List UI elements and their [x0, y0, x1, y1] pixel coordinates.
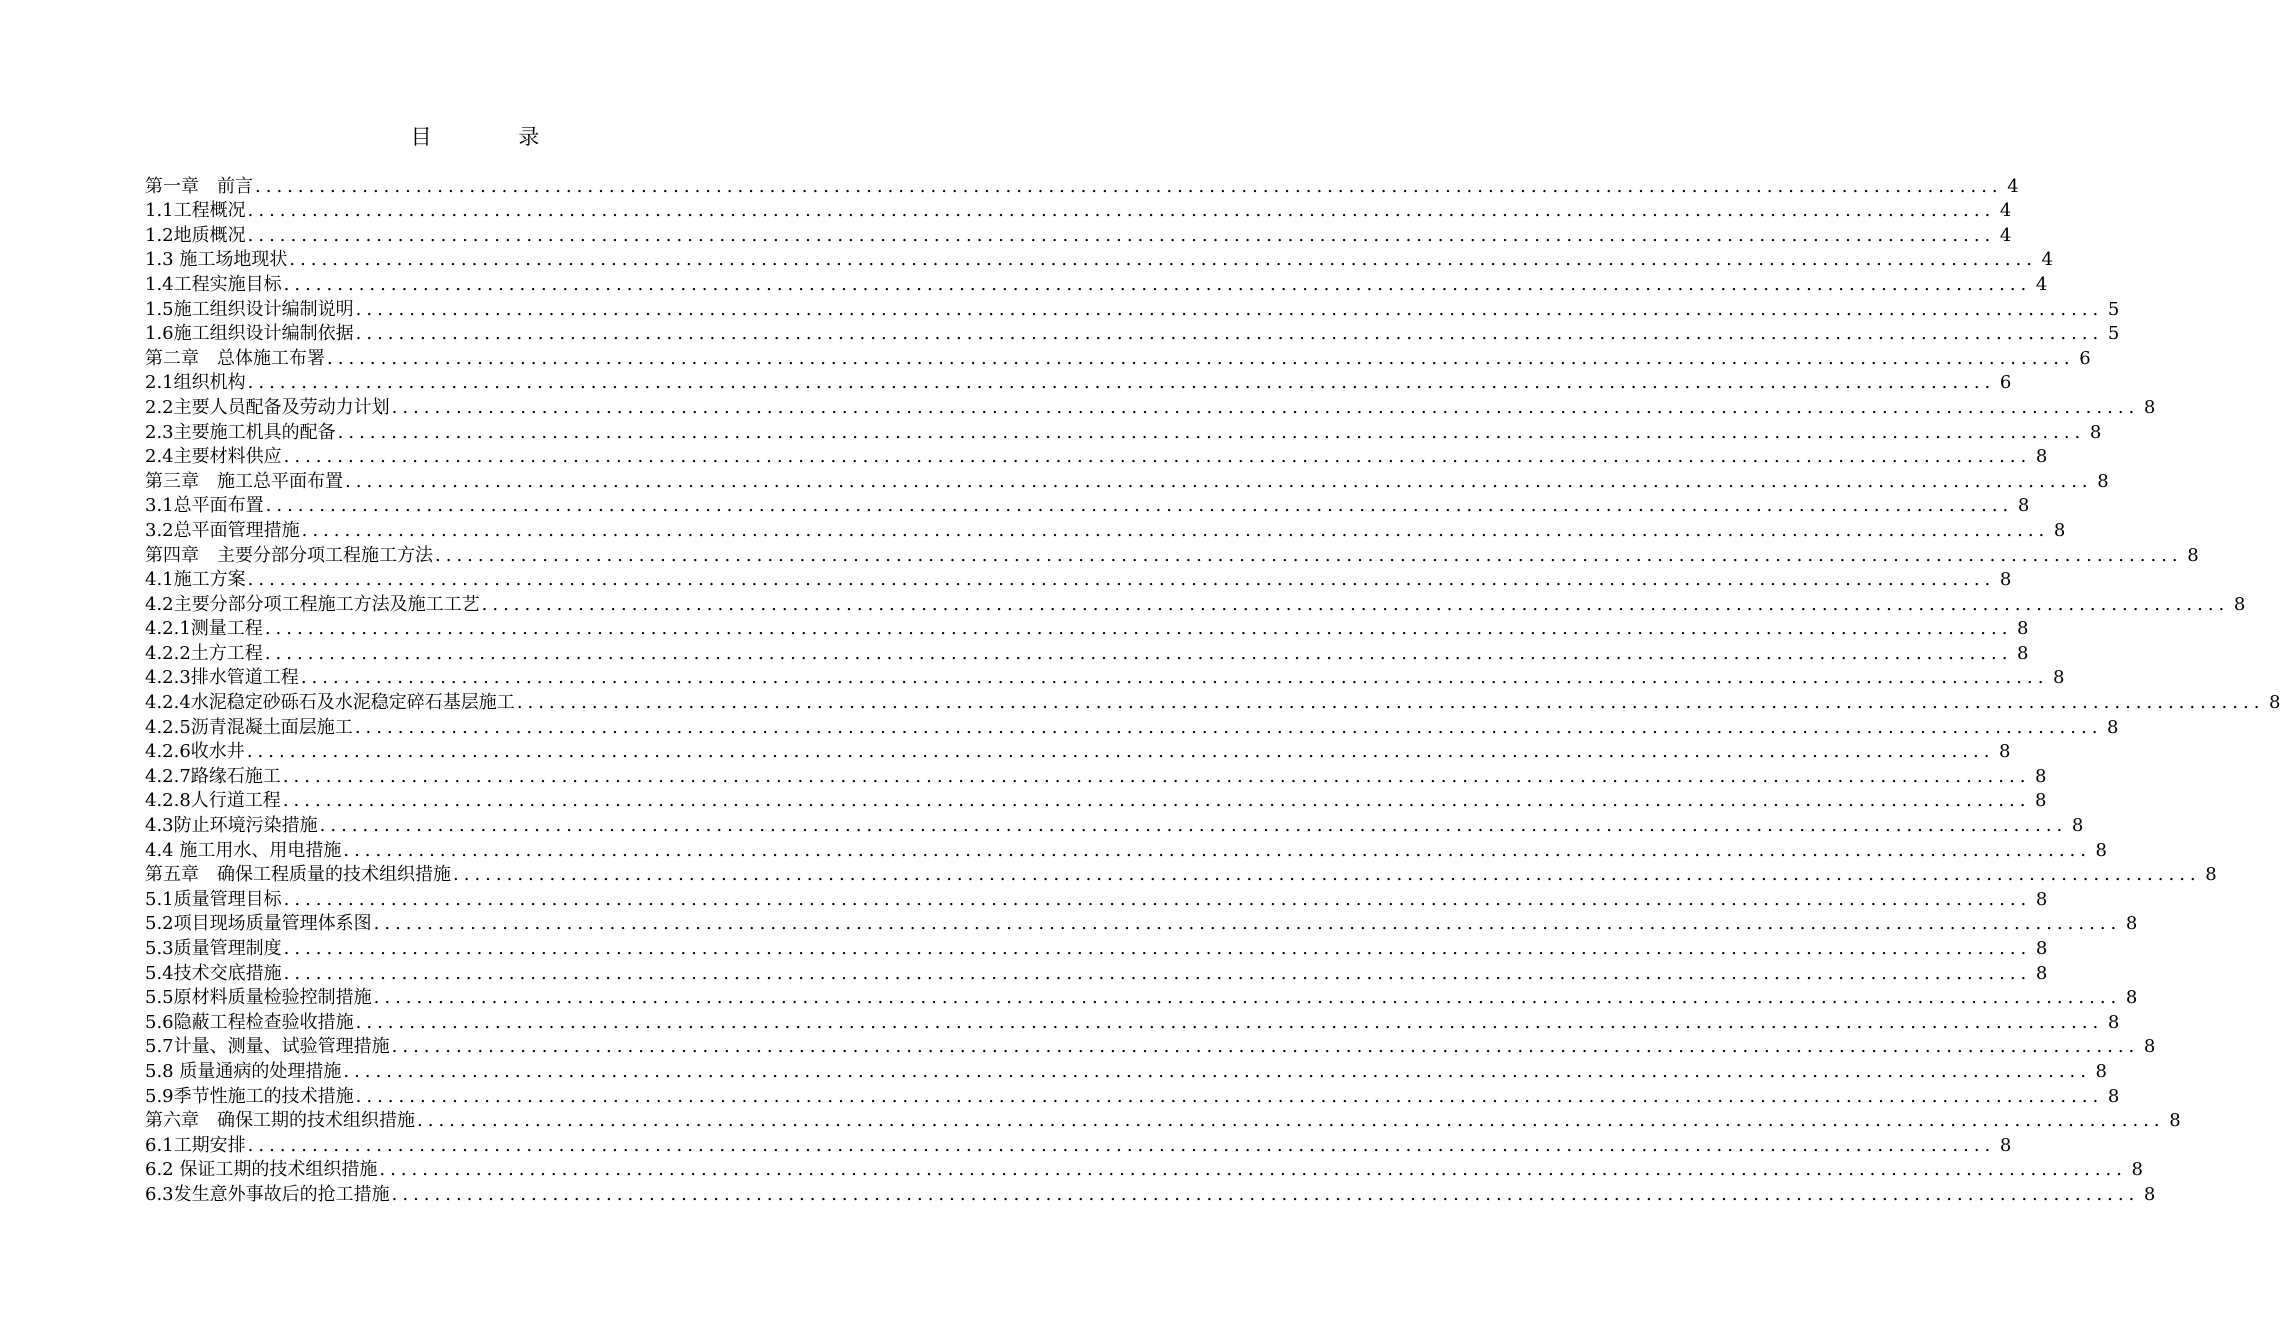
toc-entry-page-number: 8: [2233, 593, 2246, 615]
toc-leader-dots: ...................................................................................................................................................................: [282, 790, 2031, 812]
toc-entry-page-number: 8: [2035, 888, 2048, 910]
toc-entry-label: 4.2.8人行道工程: [145, 790, 281, 812]
toc-entry-label: 1.3 施工场地现状: [145, 249, 288, 271]
toc-entry-page-number: 8: [2097, 470, 2109, 492]
toc-leader-dots: ...................................................................................................................................................................: [417, 1110, 2165, 1132]
toc-entry[interactable]: [145, 248, 2053, 273]
toc-entry[interactable]: [145, 617, 2029, 642]
toc-leader-dots: ...................................................................................................................................................................: [283, 888, 2032, 910]
toc-entry[interactable]: [145, 1109, 2181, 1134]
toc-entry-page-number: 8: [1999, 569, 2012, 591]
toc-leader-dots: ...................................................................................................................................................................: [282, 765, 2031, 787]
toc-leader-dots: ...................................................................................................................................................................: [283, 446, 2032, 468]
toc-entry[interactable]: [145, 912, 2138, 937]
toc-leader-dots: ...................................................................................................................................................................: [391, 396, 2140, 418]
toc-entry-page-number: 8: [2143, 396, 2156, 418]
toc-entry-page-number: 8: [2143, 1183, 2156, 1205]
toc-entry[interactable]: [145, 469, 2109, 494]
toc-entry-page-number: 8: [2187, 544, 2199, 566]
toc-entry[interactable]: [145, 272, 2048, 297]
toc-entry-page-number: 8: [2053, 667, 2065, 689]
toc-entry[interactable]: [145, 1035, 2156, 1060]
toc-entry-label: 第五章 确保工程质量的技术组织措施: [145, 864, 451, 886]
toc-entry[interactable]: [145, 445, 2048, 470]
toc-entry-page-number: 8: [1999, 1134, 2012, 1156]
toc-entry-page-number: 6: [1999, 372, 2012, 394]
toc-leader-dots: ...................................................................................................................................................................: [283, 938, 2032, 959]
toc-entry-label: 2.2主要人员配备及劳动力计划: [145, 396, 390, 418]
toc-entry-label: 6.2 保证工期的技术组织措施: [145, 1159, 378, 1181]
toc-entry-page-number: 8: [2017, 642, 2029, 664]
toc-entry-label: 4.2.5沥青混凝土面层施工: [145, 716, 353, 738]
toc-entry[interactable]: [145, 297, 2120, 322]
toc-entry-page-number: 8: [2143, 1036, 2156, 1058]
toc-leader-dots: ...................................................................................................................................................................: [391, 1183, 2140, 1205]
toc-leader-dots: ...................................................................................................................................................................: [379, 1159, 2127, 1181]
toc-leader-dots: ...................................................................................................................................................................: [283, 273, 2032, 295]
toc-entry-page-number: 8: [2107, 716, 2119, 738]
toc-entry-label: 5.1质量管理目标: [145, 888, 282, 910]
toc-entry-page-number: 8: [2017, 495, 2030, 517]
toc-leader-dots: ...................................................................................................................................................................: [391, 1036, 2140, 1058]
toc-leader-dots: ...................................................................................................................................................................: [300, 667, 2049, 689]
toc-entry-label: 5.4技术交底措施: [145, 962, 282, 984]
toc-entry-label: 4.2.4水泥稳定砂砾石及水泥稳定碎石基层施工: [145, 692, 515, 714]
toc-entry-page-number: 8: [2089, 421, 2102, 443]
toc-leader-dots: ...................................................................................................................................................................: [343, 839, 2091, 861]
toc-entry[interactable]: [145, 1084, 2120, 1109]
toc-entry-page-number: 8: [2107, 1085, 2120, 1107]
toc-entry[interactable]: [145, 1158, 2143, 1183]
toc-entry-label: 1.6施工组织设计编制依据: [145, 323, 354, 345]
toc-leader-dots: ...................................................................................................................................................................: [373, 913, 2122, 935]
toc-leader-dots: ...................................................................................................................................................................: [289, 249, 2037, 271]
page-title: 目 录: [410, 125, 580, 149]
toc-entry-label: 第三章 施工总平面布置: [145, 470, 343, 492]
toc-entry-page-number: 8: [2269, 692, 2280, 714]
toc-entry[interactable]: [145, 543, 2199, 568]
toc-leader-dots: ...................................................................................................................................................................: [301, 519, 2050, 541]
toc-entry-page-number: 8: [2095, 1060, 2107, 1082]
toc-entry-label: 4.2.3排水管道工程: [145, 667, 299, 689]
toc-entry-label: 5.6隐蔽工程检查验收措施: [145, 1011, 354, 1033]
toc-leader-dots: ...................................................................................................................................................................: [453, 864, 2201, 886]
toc-entry[interactable]: [145, 936, 2048, 961]
toc-entry[interactable]: [145, 568, 2012, 593]
toc-leader-dots: ...................................................................................................................................................................: [354, 716, 2103, 738]
toc-entry-label: 4.2.1测量工程: [145, 618, 263, 640]
toc-entry[interactable]: [145, 420, 2102, 445]
toc-entry-page-number: 8: [2035, 790, 2047, 812]
toc-entry-label: 2.3主要施工机具的配备: [145, 421, 336, 443]
toc-leader-dots: ...................................................................................................................................................................: [247, 372, 1996, 394]
toc-entry[interactable]: [145, 494, 2030, 519]
toc-entry[interactable]: [145, 986, 2138, 1011]
toc-entry-page-number: 8: [2107, 1011, 2120, 1033]
toc-entry-page-number: 8: [2035, 962, 2048, 984]
toc-entry-page-number: 5: [2107, 298, 2120, 320]
toc-entry[interactable]: [145, 395, 2156, 420]
toc-entry[interactable]: [145, 174, 2019, 199]
toc-entry-label: 5.8 质量通病的处理措施: [145, 1060, 342, 1082]
toc-entry-page-number: 8: [2131, 1159, 2143, 1181]
toc-entry-label: 第二章 总体施工布署: [145, 347, 325, 369]
toc-leader-dots: ...................................................................................................................................................................: [247, 200, 1996, 222]
toc-entry-label: 5.2项目现场质量管理体系图: [145, 913, 372, 935]
toc-entry[interactable]: [145, 1182, 2156, 1207]
toc-leader-dots: ...................................................................................................................................................................: [355, 1085, 2104, 1107]
toc-leader-dots: ...................................................................................................................................................................: [337, 421, 2086, 443]
toc-leader-dots: ...................................................................................................................................................................: [264, 618, 2013, 640]
toc-leader-dots: ...................................................................................................................................................................: [319, 815, 2068, 837]
toc-entry-label: 5.3质量管理制度: [145, 938, 282, 959]
toc-entry-label: 5.5原材料质量检验控制措施: [145, 987, 372, 1009]
toc-entry-label: 1.1工程概况: [145, 200, 246, 222]
toc-entry-label: 第一章 前言: [145, 175, 253, 197]
toc-entry-label: 4.3防止环境污染措施: [145, 815, 318, 837]
toc-entry-page-number: 8: [2035, 765, 2047, 787]
toc-entry-label: 3.2总平面管理措施: [145, 519, 300, 541]
toc-entry[interactable]: [145, 1010, 2120, 1035]
toc-entry-page-number: 4: [1999, 224, 2012, 246]
toc-entry-label: 6.1工期安排: [145, 1134, 246, 1156]
toc-entry-label: 4.1施工方案: [145, 569, 246, 591]
toc-entry-page-number: 8: [2017, 618, 2029, 640]
toc-entry[interactable]: [145, 199, 2012, 224]
toc-leader-dots: ...................................................................................................................................................................: [246, 741, 1995, 763]
toc-entry-label: 第四章 主要分部分项工程施工方法: [145, 544, 433, 566]
toc-entry-label: 4.2主要分部分项工程施工方法及施工工艺: [145, 593, 480, 615]
toc-entry[interactable]: [145, 740, 2011, 765]
toc-entry[interactable]: [145, 690, 2280, 715]
toc-entry-label: 1.5施工组织设计编制说明: [145, 298, 354, 320]
toc-entry-page-number: 8: [2095, 839, 2107, 861]
toc-entry-page-number: 8: [2169, 1110, 2181, 1132]
toc-entry-label: 3.1总平面布置: [145, 495, 264, 517]
toc-entry[interactable]: [145, 715, 2119, 740]
toc-entry-page-number: 8: [2125, 987, 2138, 1009]
toc-leader-dots: ...................................................................................................................................................................: [264, 642, 2013, 664]
toc-leader-dots: ...................................................................................................................................................................: [327, 347, 2075, 369]
toc-entry-page-number: 8: [1999, 741, 2011, 763]
toc-leader-dots: ...................................................................................................................................................................: [265, 495, 2014, 517]
toc-entry-page-number: 8: [2053, 519, 2066, 541]
toc-entry-page-number: 5: [2107, 323, 2120, 345]
toc-entry[interactable]: [145, 666, 2065, 691]
toc-entry[interactable]: [145, 592, 2246, 617]
toc-leader-dots: ...................................................................................................................................................................: [343, 1060, 2091, 1082]
toc-leader-dots: ...................................................................................................................................................................: [247, 224, 1996, 246]
toc-entry-page-number: 8: [2035, 446, 2048, 468]
toc-leader-dots: ...................................................................................................................................................................: [255, 175, 2003, 197]
toc-entry[interactable]: [145, 518, 2066, 543]
toc-entry-page-number: 8: [2125, 913, 2138, 935]
table-of-contents: [145, 174, 2280, 1207]
toc-leader-dots: ...................................................................................................................................................................: [283, 962, 2032, 984]
toc-entry-label: 4.2.6收水井: [145, 741, 245, 763]
toc-entry[interactable]: [145, 887, 2048, 912]
toc-entry[interactable]: [145, 641, 2029, 666]
toc-entry-label: 4.2.2土方工程: [145, 642, 263, 664]
toc-entry-label: 1.4工程实施目标: [145, 273, 282, 295]
toc-entry-label: 4.4 施工用水、用电措施: [145, 839, 342, 861]
toc-leader-dots: ...................................................................................................................................................................: [355, 323, 2104, 345]
toc-entry-label: 5.9季节性施工的技术措施: [145, 1085, 354, 1107]
toc-entry[interactable]: [145, 346, 2091, 371]
toc-entry-page-number: 4: [2007, 175, 2019, 197]
toc-leader-dots: ...................................................................................................................................................................: [355, 298, 2104, 320]
toc-entry-page-number: 8: [2035, 938, 2048, 959]
toc-entry[interactable]: [145, 764, 2047, 789]
toc-entry-label: 2.1组织机构: [145, 372, 246, 394]
toc-leader-dots: ...................................................................................................................................................................: [345, 470, 2093, 492]
toc-entry-page-number: 4: [1999, 200, 2012, 222]
toc-leader-dots: ...................................................................................................................................................................: [516, 692, 2265, 714]
toc-leader-dots: ...................................................................................................................................................................: [247, 569, 1996, 591]
toc-entry-label: 5.7计量、测量、试验管理措施: [145, 1036, 390, 1058]
toc-entry-page-number: 6: [2079, 347, 2091, 369]
toc-entry[interactable]: [145, 863, 2217, 888]
toc-entry[interactable]: [145, 1133, 2012, 1158]
toc-entry-label: 1.2地质概况: [145, 224, 246, 246]
toc-leader-dots: ...................................................................................................................................................................: [435, 544, 2183, 566]
toc-entry[interactable]: [145, 371, 2012, 396]
toc-entry-label: 第六章 确保工期的技术组织措施: [145, 1110, 415, 1132]
toc-entry[interactable]: [145, 838, 2107, 863]
toc-entry[interactable]: [145, 813, 2084, 838]
toc-leader-dots: ...................................................................................................................................................................: [373, 987, 2122, 1009]
toc-entry[interactable]: [145, 789, 2047, 814]
toc-entry-label: 4.2.7路缘石施工: [145, 765, 281, 787]
toc-entry[interactable]: [145, 223, 2012, 248]
toc-entry-page-number: 4: [2041, 249, 2053, 271]
toc-entry[interactable]: [145, 322, 2120, 347]
toc-entry[interactable]: [145, 961, 2048, 986]
toc-leader-dots: ...................................................................................................................................................................: [481, 593, 2230, 615]
toc-entry-label: 2.4主要材料供应: [145, 446, 282, 468]
toc-entry-label: 6.3发生意外事故后的抢工措施: [145, 1183, 390, 1205]
toc-entry-page-number: 4: [2035, 273, 2048, 295]
toc-entry-page-number: 8: [2205, 864, 2217, 886]
toc-leader-dots: ...................................................................................................................................................................: [247, 1134, 1996, 1156]
toc-leader-dots: ...................................................................................................................................................................: [355, 1011, 2104, 1033]
toc-entry[interactable]: [145, 1059, 2107, 1084]
toc-entry-page-number: 8: [2071, 815, 2084, 837]
